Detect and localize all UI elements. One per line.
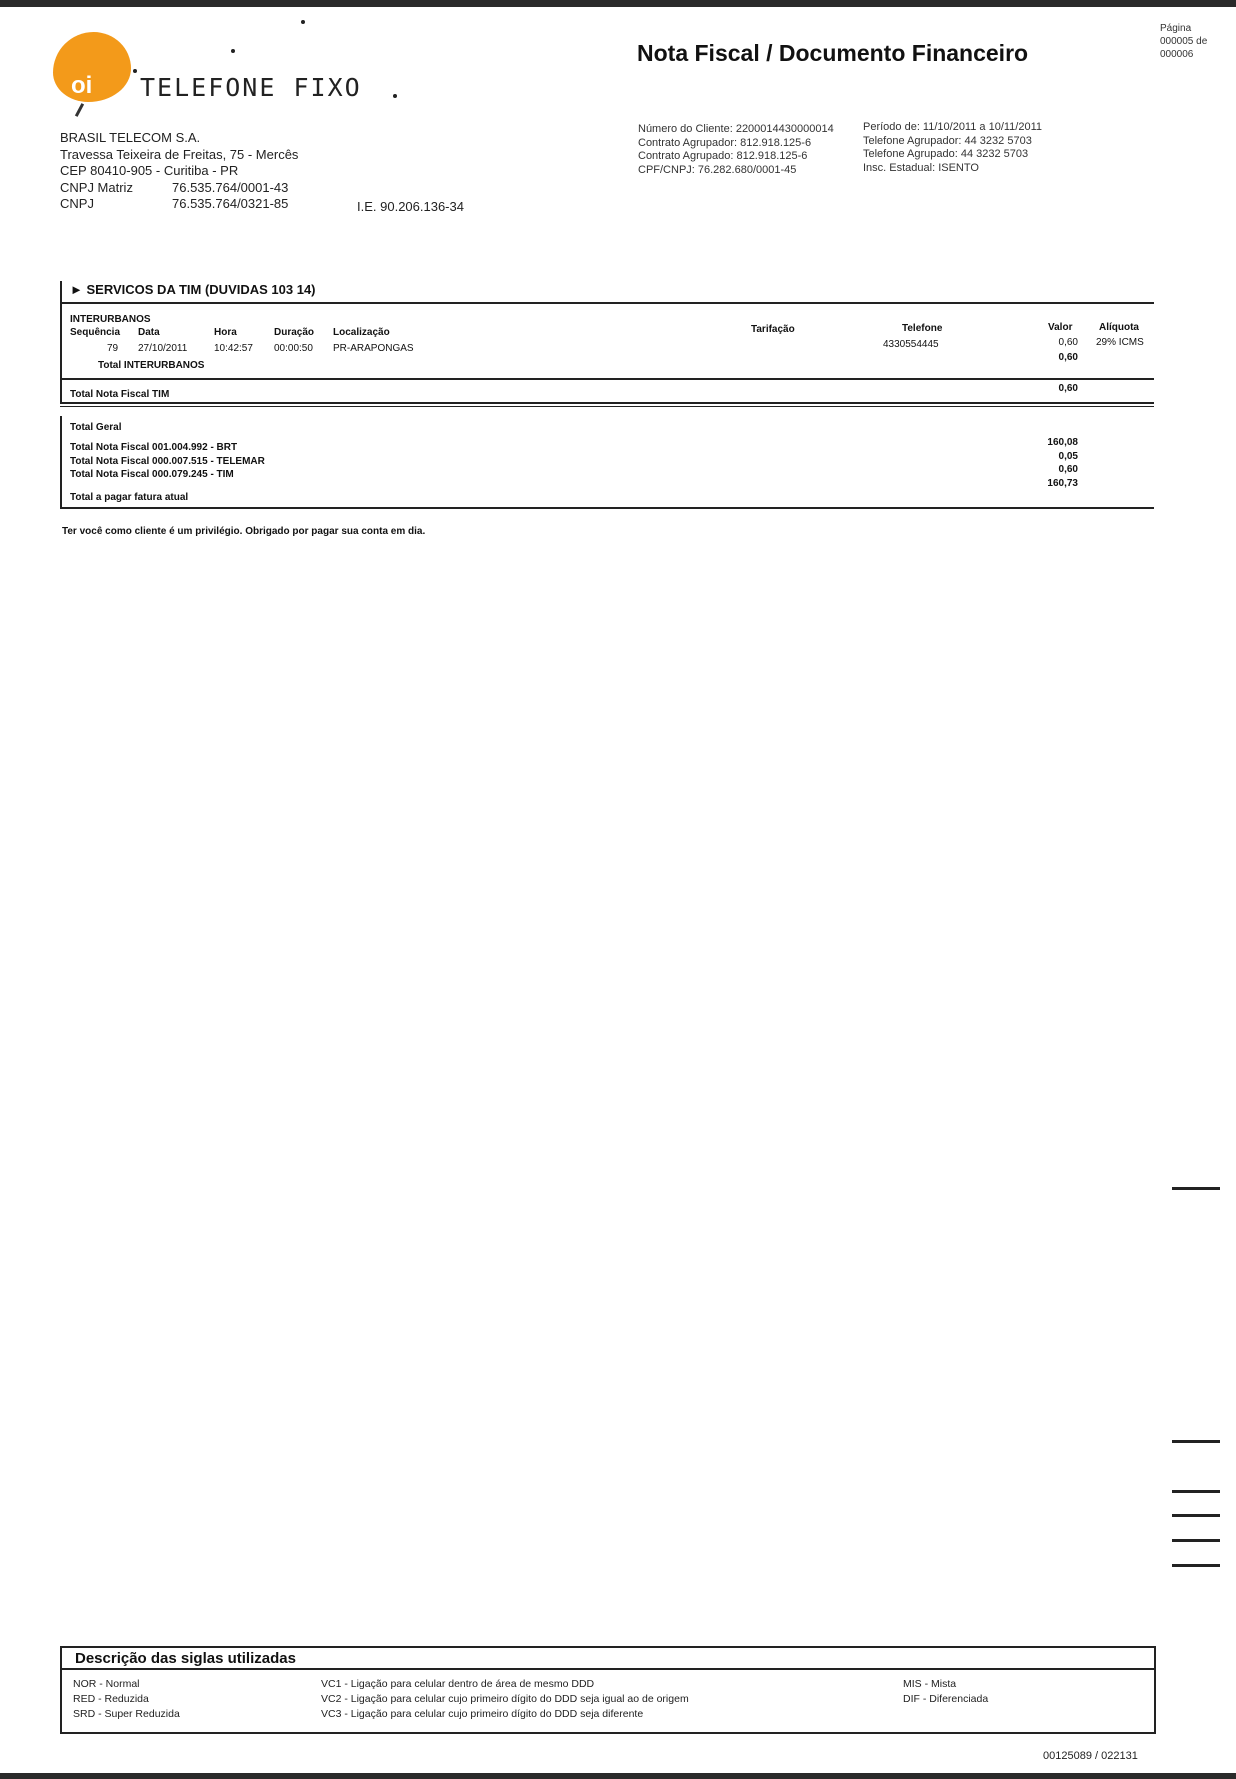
row-data: 27/10/2011 <box>138 343 188 354</box>
section-arrow-icon: ► <box>70 282 83 297</box>
logo-dot <box>133 69 137 73</box>
total-nf-row: Total Nota Fiscal 001.004.992 - BRT <box>70 442 238 453</box>
contrato-agrupado: Contrato Agrupado: 812.918.125-6 <box>638 150 808 162</box>
page-label: Página <box>1160 23 1192 34</box>
col-valor: Valor <box>1048 322 1073 333</box>
omr-mark <box>1172 1539 1220 1542</box>
row-aliquota: 29% ICMS <box>1096 337 1144 348</box>
total-nf-value: 0,60 <box>1058 383 1078 394</box>
total-nf-value: 0,60 <box>1058 464 1078 475</box>
omr-mark <box>1172 1187 1220 1190</box>
legend-item: DIF - Diferenciada <box>903 1693 989 1705</box>
section-title-text: SERVICOS DA TIM (DUVIDAS 103 14) <box>86 282 316 297</box>
col-telefone: Telefone <box>902 323 943 334</box>
document-title: Nota Fiscal / Documento Financeiro <box>637 40 1029 66</box>
inscricao-cliente: Insc. Estadual: ISENTO <box>863 161 979 174</box>
total-pagar-label: Total a pagar fatura atual <box>70 492 189 503</box>
row-rule <box>60 378 1154 380</box>
legend-title: Descrição das siglas utilizadas <box>75 1650 296 1667</box>
logo-dot <box>301 20 305 24</box>
company-info <box>60 130 298 213</box>
section-bottom-rule <box>60 402 1154 404</box>
col-aliquota: Alíquota <box>1099 322 1139 333</box>
omr-mark <box>1172 1514 1220 1517</box>
client-info-left <box>638 123 834 177</box>
company-address: Travessa Teixeira de Freitas, 75 - Mercês <box>60 146 299 162</box>
omr-mark <box>1172 1490 1220 1493</box>
legend-item: SRD - Super Reduzida <box>73 1708 180 1720</box>
totals-list <box>70 441 265 482</box>
col-localizacao: Localização <box>333 327 390 338</box>
legend-rule <box>62 1668 1154 1670</box>
total-nf-value: 0,05 <box>1058 450 1078 462</box>
col-tarifacao: Tarifação <box>751 324 795 335</box>
total-nf-row: Total Nota Fiscal 000.007.515 - TELEMAR <box>70 455 265 467</box>
section-left-border <box>60 281 62 403</box>
total-nf-value: 160,08 <box>1047 437 1078 448</box>
totals-bottom-rule <box>60 507 1154 509</box>
page-total: 000006 <box>1160 49 1194 60</box>
page-current: 000005 de <box>1160 36 1208 47</box>
company-name: BRASIL TELECOM S.A. <box>60 130 201 145</box>
row-hora: 10:42:57 <box>214 343 253 354</box>
total-geral-label: Total Geral <box>70 422 122 433</box>
cnpj-matriz: 76.535.764/0001-43 <box>172 179 289 195</box>
legend-col-3 <box>903 1677 988 1707</box>
client-number: Número do Cliente: 2200014430000014 <box>638 123 834 135</box>
thanks-message: Ter você como cliente é um privilégio. Obrigado por pagar sua conta em dia. <box>62 526 426 537</box>
inscricao-estadual: I.E. 90.206.136-34 <box>357 199 464 214</box>
logo-dot <box>393 94 397 98</box>
legend-item: VC2 - Ligação para celular cujo primeiro dígito do DDD seja igual ao de origem <box>321 1693 689 1705</box>
col-data: Data <box>138 327 160 338</box>
total-pagar-value: 160,73 <box>1047 477 1078 489</box>
omr-mark <box>1172 1440 1220 1443</box>
client-info-right <box>863 121 1042 175</box>
cnpj-label: CNPJ <box>60 196 94 211</box>
cnpj-matriz-label: CNPJ Matriz <box>60 179 133 195</box>
totals-values <box>1020 436 1078 490</box>
periodo: Período de: 11/10/2011 a 10/11/2011 <box>863 121 1043 133</box>
cnpj: 76.535.764/0321-85 <box>172 196 289 211</box>
section-rule <box>60 302 1154 304</box>
telefone-agrupado: Telefone Agrupado: 44 3232 5703 <box>863 148 1029 160</box>
subtotal-value: 0,60 <box>1058 352 1078 363</box>
logo-stroke <box>75 103 84 117</box>
col-sequencia: Sequência <box>70 327 121 338</box>
legend-item: MIS - Mista <box>903 1678 957 1690</box>
omr-mark <box>1172 1564 1220 1567</box>
company-cep: CEP 80410-905 - Curitiba - PR <box>60 163 239 178</box>
row-valor: 0,60 <box>1058 337 1078 348</box>
legend-col-1 <box>73 1677 180 1722</box>
row-sequencia: 79 <box>107 343 119 354</box>
product-name: TELEFONE FIXO <box>140 73 362 102</box>
cpf-cnpj: CPF/CNPJ: 76.282.680/0001-45 <box>638 163 797 176</box>
col-hora: Hora <box>214 327 237 338</box>
contrato-agrupador: Contrato Agrupador: 812.918.125-6 <box>638 136 812 149</box>
scan-top-edge <box>0 0 1236 7</box>
totals-left-border <box>60 416 62 509</box>
total-nf-label: Total Nota Fiscal TIM <box>70 389 170 400</box>
legend-item: VC3 - Ligação para celular cujo primeiro dígito do DDD seja diferente <box>321 1708 644 1720</box>
logo-dot <box>231 49 235 53</box>
col-duracao: Duração <box>274 327 315 338</box>
page-indicator <box>1160 22 1207 61</box>
subtotal-label: Total INTERURBANOS <box>98 360 205 371</box>
scan-bottom-edge <box>0 1773 1236 1779</box>
legend-item: NOR - Normal <box>73 1678 140 1690</box>
legend-item: RED - Reduzida <box>73 1693 149 1705</box>
footer-code: 00125089 / 022131 <box>1043 1750 1138 1762</box>
logo-brand-mark: oi <box>71 72 93 99</box>
legend-col-2 <box>321 1677 689 1722</box>
row-localizacao: PR-ARAPONGAS <box>333 343 414 354</box>
group-title: INTERURBANOS <box>70 314 151 325</box>
section-title <box>70 282 316 297</box>
row-telefone: 4330554445 <box>883 339 939 350</box>
telefone-agrupador: Telefone Agrupador: 44 3232 5703 <box>863 134 1032 147</box>
row-duracao: 00:00:50 <box>274 343 313 354</box>
total-nf-row: Total Nota Fiscal 000.079.245 - TIM <box>70 469 234 480</box>
totals-top-rule <box>60 406 1154 407</box>
legend-item: VC1 - Ligação para celular dentro de área de mesmo DDD <box>321 1678 595 1690</box>
